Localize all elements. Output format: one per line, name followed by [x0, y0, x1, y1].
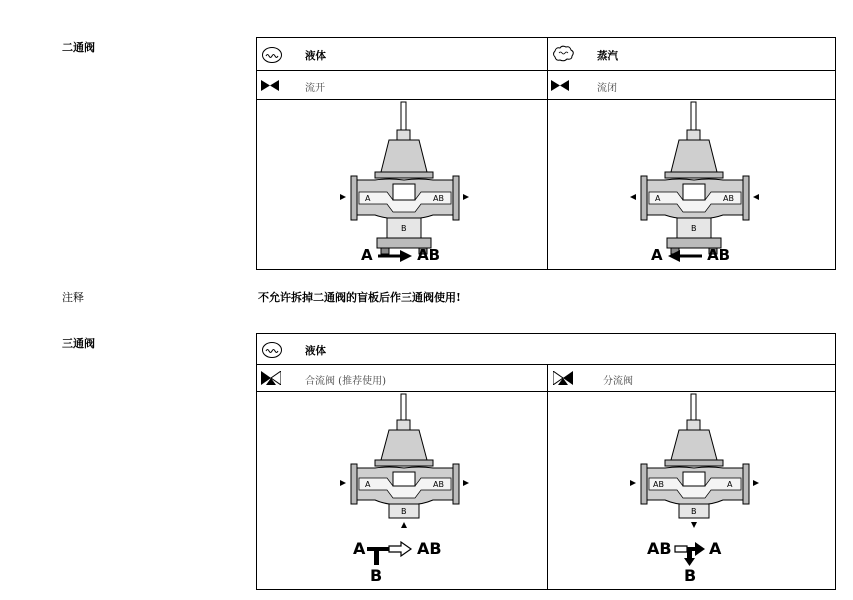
- formula-ab: AB: [707, 246, 731, 264]
- formula-a: A: [651, 246, 663, 264]
- formula-ab: AB: [647, 539, 672, 558]
- three-way-medium: 液体: [305, 345, 326, 357]
- valve-symbol-icon: [261, 80, 279, 91]
- formula-b: B: [370, 566, 383, 585]
- two-way-right-flow: 流闭: [597, 83, 617, 94]
- formula-a: A: [709, 539, 722, 558]
- two-way-right-medium: 蒸汽: [597, 50, 618, 62]
- two-way-valve-liquid-drawing: [337, 100, 477, 268]
- three-way-right-formula: [647, 534, 757, 586]
- formula-b: B: [684, 566, 697, 585]
- liquid-icon: [261, 341, 283, 359]
- port-ab-label: AB: [433, 194, 444, 203]
- note-label: 注释: [62, 291, 84, 304]
- two-way-valve-steam-drawing: [627, 100, 767, 268]
- port-b-label: B: [691, 224, 697, 233]
- formula-ab: AB: [417, 539, 442, 558]
- three-way-valve-symbol-icon: [261, 371, 281, 385]
- two-way-left-formula: [361, 246, 440, 264]
- liquid-icon: [261, 46, 283, 64]
- formula-a: A: [353, 539, 366, 558]
- two-way-left-medium: 液体: [305, 50, 326, 62]
- port-a-label: A: [365, 194, 371, 203]
- three-way-table: [256, 333, 836, 590]
- steam-icon: [551, 44, 577, 64]
- port-a-label: A: [365, 480, 371, 489]
- port-a-label: A: [655, 194, 661, 203]
- three-way-left-formula: [353, 534, 463, 586]
- note-text: 不允许拆掉二通阀的盲板后作三通阀使用!: [258, 291, 461, 304]
- port-ab-label: AB: [723, 194, 734, 203]
- two-way-right-formula: [651, 246, 730, 264]
- formula-a: A: [361, 246, 373, 264]
- valve-symbol-icon: [551, 80, 569, 91]
- three-way-right-flow: 分流阀: [603, 376, 633, 387]
- arrow-right-icon: [378, 250, 412, 262]
- port-ab-label: AB: [433, 480, 444, 489]
- port-b-label: B: [401, 224, 407, 233]
- three-way-diverting-valve-drawing: [627, 392, 767, 532]
- formula-ab: AB: [417, 246, 441, 264]
- port-ab-label: AB: [653, 480, 664, 489]
- port-b-label: B: [401, 507, 407, 516]
- arrow-left-icon: [668, 250, 702, 262]
- three-way-mixing-valve-drawing: [337, 392, 477, 532]
- three-way-valve-symbol-icon: [553, 371, 573, 385]
- three-way-left-flow: 合流阀 (推荐使用): [305, 376, 386, 387]
- port-a-label: A: [727, 480, 733, 489]
- three-way-section-label: 三通阀: [62, 337, 95, 350]
- two-way-section-label: 二通阀: [62, 41, 95, 54]
- port-b-label: B: [691, 507, 697, 516]
- two-way-left-flow: 流开: [305, 83, 325, 94]
- two-way-table: [256, 37, 836, 270]
